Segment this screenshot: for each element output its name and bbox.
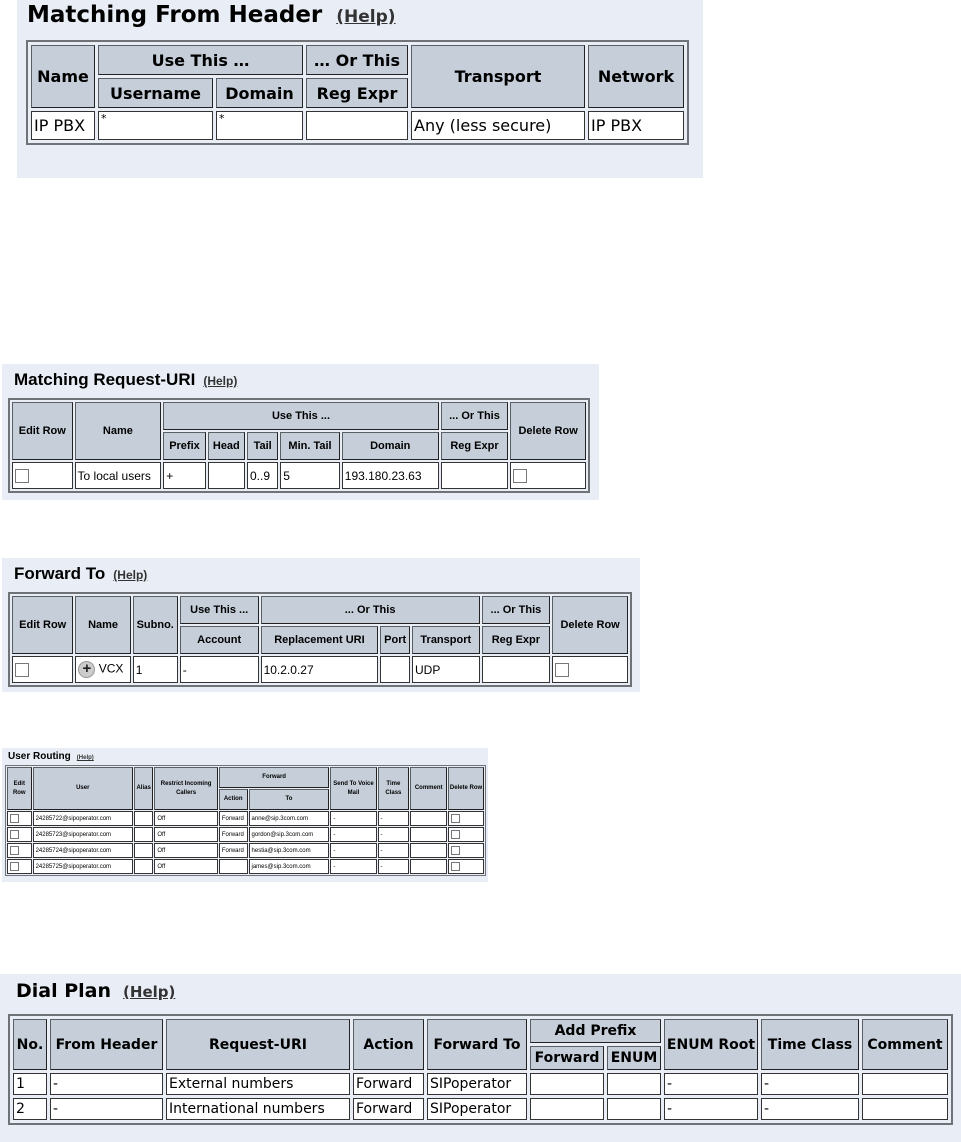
vm-field[interactable]: - [330,827,376,842]
expand-plus-icon[interactable]: + [78,661,95,678]
comment-field[interactable] [862,1073,948,1095]
col-edit-row: Edit Row [7,767,32,810]
col-use-this: Use This … [98,45,303,75]
delete-row-checkbox[interactable] [451,830,460,839]
col-name: Name [75,596,130,654]
from-header-title-bar [27,2,396,28]
port-field[interactable] [380,656,410,683]
to-field[interactable]: gordon@sip.3com.com [249,827,330,842]
request-uri-title: Matching Request-URI [14,370,196,389]
time-class-field[interactable]: - [378,827,410,842]
request-uri-help-link[interactable]: (Help) [203,374,238,388]
account-field[interactable]: - [180,656,259,683]
col-or-this: ... Or This [441,402,509,430]
edit-row-checkbox[interactable] [15,663,29,677]
name-cell [75,656,130,683]
col-user: User [33,767,133,810]
col-request-uri: Request-URI [166,1019,350,1070]
col-use-this: Use This ... [163,402,438,430]
request-uri-table [8,398,590,493]
user-field[interactable]: 24285725@sipoperator.com [33,859,133,874]
head-field[interactable] [208,462,245,489]
from-header-table [26,40,689,145]
tail-field[interactable]: 0..9 [247,462,278,489]
col-time-class: Time Class [761,1019,859,1070]
action-field[interactable] [219,859,248,874]
edit-row-cell [7,811,32,826]
col-comment: Comment [410,767,447,810]
edit-row-checkbox[interactable] [10,862,19,871]
col-domain: Domain [216,78,303,108]
username-field[interactable]: * [98,111,213,140]
edit-row-checkbox[interactable] [10,846,19,855]
col-action: Action [353,1019,424,1070]
request-uri-panel [2,364,599,500]
user-routing-help-link[interactable]: (Help) [76,755,94,761]
col-time-class: Time Class [378,767,410,810]
col-account: Account [180,626,259,654]
forward-to-help-link[interactable]: (Help) [113,568,148,582]
col-domain: Domain [342,432,439,460]
col-action: Action [219,789,248,810]
comment-field[interactable] [410,811,447,826]
table-row [12,462,586,489]
edit-row-cell [7,843,32,858]
restrict-field[interactable]: Off [154,843,217,858]
delete-row-cell [448,827,484,842]
forward-to-field[interactable]: SIPoperator [427,1073,527,1095]
col-forward: Forward [219,767,330,788]
col-delete-row: Delete Row [510,402,586,460]
edit-row-cell [12,462,73,489]
action-field[interactable]: Forward [353,1098,424,1120]
domain-field[interactable]: * [216,111,303,140]
table-row [7,827,484,842]
restrict-field[interactable]: Off [154,811,217,826]
col-restrict: Restrict Incoming Callers [154,767,217,810]
restrict-field[interactable]: Off [154,859,217,874]
col-prefix-forward: Forward [530,1046,604,1070]
dial-plan-help-link[interactable]: (Help) [123,983,176,1001]
comment-field[interactable] [410,827,447,842]
prefix-field[interactable]: + [163,462,205,489]
col-min-tail: Min. Tail [280,432,340,460]
col-delete-row: Delete Row [448,767,484,810]
col-head: Head [208,432,245,460]
min-tail-field[interactable]: 5 [280,462,340,489]
vm-field[interactable]: - [330,811,376,826]
col-reg-expr: Reg Expr [482,626,551,654]
table-row [7,811,484,826]
from-header-help-link[interactable]: (Help) [336,7,396,27]
delete-row-cell [552,656,628,683]
comment-field[interactable] [410,859,447,874]
col-or-this-2: ... Or This [482,596,551,624]
name-field[interactable]: To local users [75,462,162,489]
col-send-to-vm: Send To Voice Mail [330,767,376,810]
from-header-field[interactable]: - [50,1073,163,1095]
col-comment: Comment [862,1019,948,1070]
time-class-field[interactable]: - [761,1098,859,1120]
comment-field[interactable] [862,1098,948,1120]
forward-to-title: Forward To [14,564,106,583]
col-reg-expr: Reg Expr [441,432,509,460]
table-row [12,656,628,683]
user-routing-panel [2,748,488,882]
network-field[interactable]: IP PBX [588,111,684,140]
delete-row-checkbox[interactable] [513,469,527,483]
reg-expr-field[interactable] [306,111,408,140]
time-class-field[interactable]: - [378,811,410,826]
edit-row-cell [7,859,32,874]
action-field[interactable]: Forward [219,811,248,826]
no-field[interactable]: 1 [13,1073,47,1095]
prefix-forward-field[interactable] [530,1073,604,1095]
request-uri-field[interactable]: External numbers [166,1073,350,1095]
alias-field[interactable] [134,811,153,826]
col-forward-to: Forward To [427,1019,527,1070]
transport-field[interactable]: UDP [412,656,480,683]
delete-row-checkbox[interactable] [555,663,569,677]
col-tail: Tail [247,432,278,460]
table-row [31,111,684,140]
delete-row-cell [510,462,586,489]
to-field[interactable]: hestia@sip.3com.com [249,843,330,858]
vm-field[interactable]: - [330,843,376,858]
action-field[interactable]: Forward [219,827,248,842]
forward-to-table [8,592,632,687]
forward-to-title-bar [14,564,147,584]
request-uri-field[interactable]: International numbers [166,1098,350,1120]
delete-row-checkbox[interactable] [451,814,460,823]
col-no: No. [13,1019,47,1070]
subno-field[interactable]: 1 [133,656,178,683]
forward-to-field[interactable]: SIPoperator [427,1098,527,1120]
prefix-forward-field[interactable] [530,1098,604,1120]
col-network: Network [588,45,684,108]
delete-row-cell [448,843,484,858]
reg-expr-field[interactable] [482,656,551,683]
delete-row-cell [448,859,484,874]
col-replacement-uri: Replacement URI [261,626,379,654]
edit-row-checkbox[interactable] [10,814,19,823]
delete-row-checkbox[interactable] [451,846,460,855]
col-transport: Transport [412,626,480,654]
edit-row-checkbox[interactable] [15,469,29,483]
dial-plan-title-bar [16,980,175,1002]
from-header-panel [17,0,703,178]
col-transport: Transport [411,45,585,108]
comment-field[interactable] [410,843,447,858]
forward-to-panel [2,558,640,692]
col-port: Port [380,626,410,654]
from-header-title: Matching From Header [27,2,323,28]
edit-row-cell [12,656,73,683]
col-username: Username [98,78,213,108]
alias-field[interactable] [134,859,153,874]
domain-field[interactable]: 193.180.23.63 [342,462,439,489]
col-delete-row: Delete Row [552,596,628,654]
user-routing-title: User Routing [8,751,71,762]
no-field[interactable]: 2 [13,1098,47,1120]
name-value: VCX [98,661,124,676]
delete-row-cell [448,811,484,826]
time-class-field[interactable]: - [761,1073,859,1095]
col-prefix: Prefix [163,432,205,460]
reg-expr-field[interactable] [441,462,509,489]
dial-plan-title: Dial Plan [16,980,112,1002]
table-row [7,843,484,858]
action-field[interactable]: Forward [219,843,248,858]
enum-root-field[interactable]: - [664,1098,758,1120]
col-to: To [249,789,330,810]
col-edit-row: Edit Row [12,402,73,460]
col-prefix-enum: ENUM [607,1046,661,1070]
to-field[interactable]: anne@sip.3com.com [249,811,330,826]
col-use-this: Use This ... [180,596,259,624]
prefix-enum-field[interactable] [607,1098,661,1120]
col-or-this: ... Or This [261,596,480,624]
time-class-field[interactable]: - [378,843,410,858]
prefix-enum-field[interactable] [607,1073,661,1095]
col-enum-root: ENUM Root [664,1019,758,1070]
replacement-uri-field[interactable]: 10.2.0.27 [261,656,379,683]
col-reg-expr: Reg Expr [306,78,408,108]
user-field[interactable]: 24285722@sipoperator.com [33,811,133,826]
alias-field[interactable] [134,827,153,842]
user-field[interactable]: 24285723@sipoperator.com [33,827,133,842]
table-row [13,1098,948,1120]
col-name: Name [31,45,95,108]
time-class-field[interactable]: - [378,859,410,874]
dial-plan-panel [0,974,961,1142]
col-subno: Subno. [133,596,178,654]
col-or-this: … Or This [306,45,408,75]
user-routing-title-bar [8,751,94,762]
edit-row-cell [7,827,32,842]
from-header-field[interactable]: - [50,1098,163,1120]
alias-field[interactable] [134,843,153,858]
vm-field[interactable]: - [330,859,376,874]
table-row [7,859,484,874]
col-from-header: From Header [50,1019,163,1070]
table-row [13,1073,948,1095]
col-alias: Alias [134,767,153,810]
delete-row-checkbox[interactable] [451,862,460,871]
enum-root-field[interactable]: - [664,1073,758,1095]
user-routing-table [5,765,486,876]
transport-field[interactable]: Any (less secure) [411,111,585,140]
col-name: Name [75,402,162,460]
request-uri-title-bar [14,370,237,390]
name-field[interactable]: IP PBX [31,111,95,140]
user-field[interactable]: 24285724@sipoperator.com [33,843,133,858]
col-edit-row: Edit Row [12,596,73,654]
dial-plan-table [8,1014,953,1125]
edit-row-checkbox[interactable] [10,830,19,839]
restrict-field[interactable]: Off [154,827,217,842]
col-add-prefix: Add Prefix [530,1019,661,1043]
action-field[interactable]: Forward [353,1073,424,1095]
to-field[interactable]: james@sip.3com.com [249,859,330,874]
